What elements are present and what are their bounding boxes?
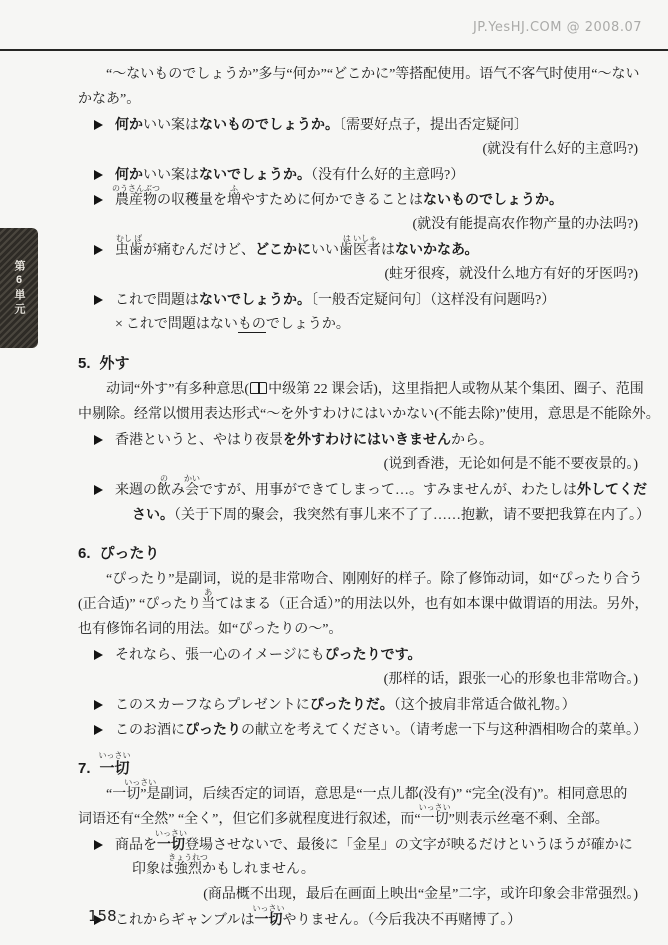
- section-number: 5.: [78, 355, 91, 372]
- paragraph-line: “一切 いっさい ”是副词，后续否定的词语，意思是“一点儿都(没有)” “完全(没有)”。相同意思的: [78, 782, 640, 807]
- chinese-translation: (说到香港，无论如何是不能不要夜景的。): [383, 457, 638, 472]
- furigana: いっさい: [418, 803, 451, 812]
- furigana: いっさい: [124, 778, 157, 787]
- paragraph-line: 词语还有“全然” “全く”，但它们多就程度进行叙述，而“一切 いっさい ”则表示丝毫不剩、全部。: [78, 803, 609, 827]
- triangle-bullet-icon: [94, 435, 103, 445]
- example-sentence: これからギャンブルは一切 いっさい やりません。（今后我决不再赌博了。）: [78, 907, 640, 932]
- paragraph-line: “ぴったり”是副词，说的是非常吻合、刚刚好的样子。除了修饰动词，如“ぴったり合う: [106, 572, 643, 587]
- triangle-bullet-icon: [94, 245, 103, 255]
- section-heading: 5. 外す: [78, 355, 130, 372]
- book-icon: [250, 382, 267, 394]
- chinese-translation: (就没有什么好的主意吗?): [482, 142, 638, 157]
- example-sentence: それなら、張一心のイメージにもぴったりです。: [78, 642, 640, 667]
- paragraph-line: 动词“外す”有多种意思( 中级第 22 课会话)，这里指把人或物从某个集团、圈子、范围: [106, 382, 644, 397]
- example-sentence: 何かいい案はないものでしょうか。〔需要好点子，提出否定疑问〕: [78, 112, 640, 137]
- example-continuation: さい。（关于下周的聚会，我突然有事儿来不了了……抱歉，请不要把我算在内了。）: [132, 506, 650, 523]
- furigana: いっさい: [252, 904, 285, 913]
- chinese-translation: (商品概不出现，最后在画面上映出“金星”二字，或许印象会非常强烈。): [203, 887, 638, 902]
- furigana: あ: [204, 588, 213, 597]
- furigana: むし ば: [115, 234, 143, 243]
- example-sentence: 来週の飲 の み会 かい ですが、用事ができてしまって…。すみませんが、わたしは外してくだ: [78, 477, 640, 502]
- furigana: きょうれつ: [168, 853, 208, 862]
- page-number: 158: [88, 907, 117, 925]
- triangle-bullet-icon: [94, 170, 103, 180]
- furigana: いっさい: [98, 751, 131, 760]
- triangle-bullet-icon: [94, 840, 103, 850]
- triangle-bullet-icon: [94, 725, 103, 735]
- unit-side-tab: [0, 228, 38, 348]
- example-continuation: 印象は強烈 きょうれつ かもしれません。: [132, 853, 315, 877]
- section-heading: 7. 一切 いっさい: [78, 751, 131, 777]
- watermark: JP.YesHJ.COM @ 2008.07: [472, 20, 642, 35]
- section-heading: 6. ぴったり: [78, 545, 160, 562]
- furigana: ふ: [230, 184, 238, 193]
- cross-mark-icon: ×: [115, 317, 123, 332]
- furigana: の: [160, 474, 168, 483]
- chinese-translation: (就没有能提高农作物产量的办法吗?): [412, 217, 638, 232]
- example-sentence: このお酒にぴったりの献立を考えてください。（请考虑一下与这种酒相吻合的菜单。）: [78, 717, 640, 742]
- paragraph-line: かなあ”。: [78, 92, 141, 107]
- unit-side-tab-label: 第6単元: [13, 259, 25, 317]
- example-sentence: このスカーフならプレゼントにぴったりだ。（这个披肩非常适合做礼物。）: [78, 692, 640, 717]
- example-sentence: 何かいい案はないでしょうか。（没有什么好的主意吗?）: [78, 162, 640, 187]
- paragraph-line: “〜ないものでしょうか”多与“何か”“どこかに”等搭配使用。语气不客气时使用“〜ない: [106, 67, 640, 82]
- example-sentence: これで問題はないでしょうか。〔一般否定疑问句〕（这样没有问题吗?）: [78, 287, 640, 312]
- section-number: 6.: [78, 545, 91, 562]
- example-sentence: 農産物 のうさんぶつ の収穫量を増 ふ やすために何かできることはないものでしょうか。: [78, 187, 640, 212]
- chinese-translation: (蛀牙很疼，就没什么地方有好的牙医吗?): [384, 267, 638, 282]
- triangle-bullet-icon: [94, 120, 103, 130]
- incorrect-example: × これで問題はないものでしょうか。: [115, 317, 350, 332]
- triangle-bullet-icon: [94, 485, 103, 495]
- furigana: は いしゃ: [342, 234, 378, 243]
- chinese-translation: (那样的话，跟张一心的形象也非常吻合。): [383, 672, 638, 687]
- document-body: [78, 62, 660, 932]
- paragraph-line: 也有修饰名词的用法。如“ぴったりの〜”。: [78, 622, 343, 637]
- section-number: 7.: [78, 760, 91, 777]
- paragraph-line: (正合适)” “ぴったり当 あ てはまる（正合适）”的用法以外，也有如本课中做谓语的用法。另外，: [78, 588, 649, 612]
- example-sentence: 商品を一切 いっさい 登場させないで、最後に「金星」の文字が映るだけというほうが確かに: [78, 832, 640, 857]
- example-sentence: 香港というと、やはり夜景を外すわけにはいきませんから。: [78, 427, 640, 452]
- triangle-bullet-icon: [94, 295, 103, 305]
- header-rule: [0, 49, 668, 51]
- paragraph-line: 中剔除。经常以惯用表达形式“〜を外すわけにはいかない(不能去除)”使用，意思是不能除外。: [78, 407, 660, 422]
- example-sentence: 虫歯 むし ば が痛むんだけど、どこかにいい歯医者 は いしゃ はないかなあ。: [78, 237, 640, 262]
- triangle-bullet-icon: [94, 700, 103, 710]
- furigana: かい: [184, 474, 200, 483]
- triangle-bullet-icon: [94, 650, 103, 660]
- triangle-bullet-icon: [94, 195, 103, 205]
- furigana: のうさんぶつ: [112, 184, 160, 193]
- furigana: いっさい: [155, 829, 187, 838]
